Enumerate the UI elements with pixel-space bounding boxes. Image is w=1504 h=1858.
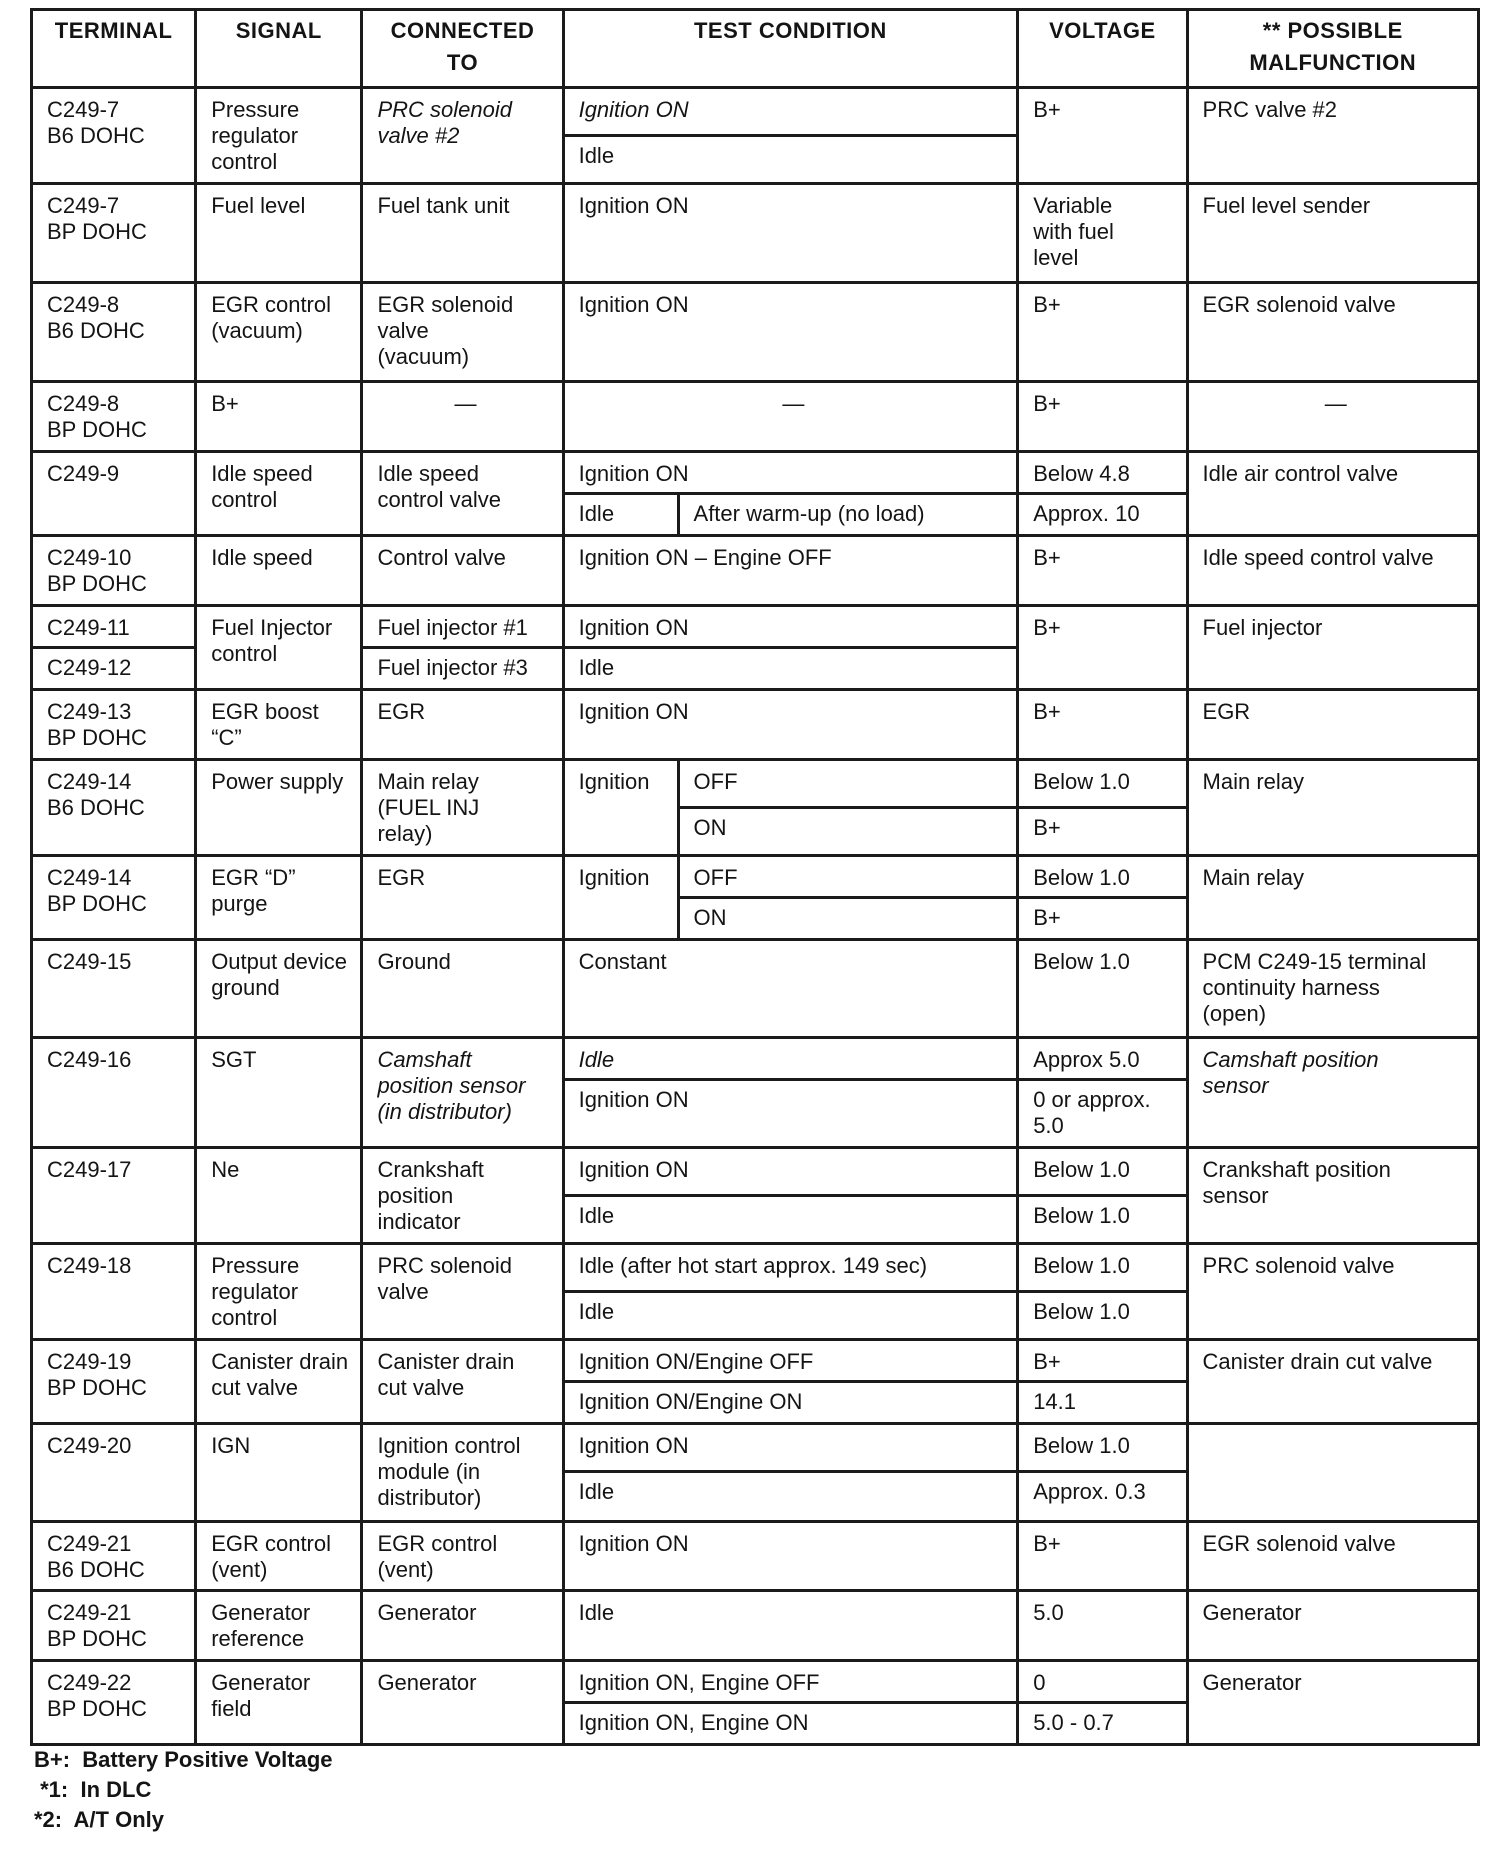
test-condition-state-cell: OFF bbox=[678, 856, 1018, 898]
malfunction-cell: PCM C249-15 terminal continuity harness (open) bbox=[1187, 940, 1478, 1038]
terminal-cell: C249-9 bbox=[32, 452, 196, 536]
test-condition-cell: Ignition ON bbox=[563, 184, 1018, 283]
connected-cell: Fuel injector #1 bbox=[362, 606, 563, 648]
terminal-cell: C249-8 B6 DOHC bbox=[32, 283, 196, 382]
terminal-cell: C249-18 bbox=[32, 1244, 196, 1340]
footnote-2: *2: A/T Only bbox=[34, 1807, 164, 1832]
header-row bbox=[32, 10, 1479, 88]
header-voltage: VOLTAGE bbox=[1018, 10, 1187, 88]
connected-cell: Crankshaft position indicator bbox=[362, 1148, 563, 1244]
voltage-cell: Below 1.0 bbox=[1018, 760, 1187, 808]
connected-cell: Control valve bbox=[362, 536, 563, 606]
voltage-cell: Below 1.0 bbox=[1018, 856, 1187, 898]
header-signal: SIGNAL bbox=[196, 10, 362, 88]
signal-cell: EGR control (vacuum) bbox=[196, 283, 362, 382]
connected-cell: Ignition control module (in distributor) bbox=[362, 1424, 563, 1522]
voltage-cell: B+ bbox=[1018, 536, 1187, 606]
terminal-cell: C249-16 bbox=[32, 1038, 196, 1148]
signal-cell: Power supply bbox=[196, 760, 362, 856]
table-row bbox=[32, 1148, 1479, 1196]
test-condition-cell: Ignition ON bbox=[563, 1148, 1018, 1196]
table-row bbox=[32, 1661, 1479, 1703]
terminal-cell: C249-7 BP DOHC bbox=[32, 184, 196, 283]
table-row bbox=[32, 184, 1479, 283]
voltage-cell: 5.0 bbox=[1018, 1591, 1187, 1661]
table-row bbox=[32, 1340, 1479, 1382]
connected-cell: EGR control (vent) bbox=[362, 1522, 563, 1591]
signal-cell: Idle speed control bbox=[196, 452, 362, 536]
signal-cell: Fuel Injector control bbox=[196, 606, 362, 690]
table-row bbox=[32, 382, 1479, 452]
terminal-cell: C249-15 bbox=[32, 940, 196, 1038]
signal-cell: IGN bbox=[196, 1424, 362, 1522]
test-condition-cell: Ignition ON bbox=[563, 283, 1018, 382]
connected-cell: Main relay (FUEL INJ relay) bbox=[362, 760, 563, 856]
malfunction-cell: Main relay bbox=[1187, 856, 1478, 940]
malfunction-cell: PRC valve #2 bbox=[1187, 88, 1478, 184]
table-row bbox=[32, 940, 1479, 1038]
voltage-cell: B+ bbox=[1018, 606, 1187, 690]
voltage-cell: Below 1.0 bbox=[1018, 1196, 1187, 1244]
test-condition-cell: Idle bbox=[563, 1591, 1018, 1661]
table-row bbox=[32, 283, 1479, 382]
test-condition-cell: Ignition ON bbox=[563, 452, 1018, 494]
connected-cell: EGR solenoid valve (vacuum) bbox=[362, 283, 563, 382]
test-condition-cell: Ignition ON/Engine OFF bbox=[563, 1340, 1018, 1382]
footnotes bbox=[34, 1745, 333, 1835]
test-condition-cell: Ignition ON, Engine OFF bbox=[563, 1661, 1018, 1703]
test-condition-label-cell: Idle bbox=[563, 494, 678, 536]
voltage-cell: 0 or approx. 5.0 bbox=[1018, 1080, 1187, 1148]
connected-cell: Generator bbox=[362, 1661, 563, 1745]
voltage-cell: Approx. 10 bbox=[1018, 494, 1187, 536]
malfunction-cell: Generator bbox=[1187, 1591, 1478, 1661]
voltage-cell: Approx 5.0 bbox=[1018, 1038, 1187, 1080]
voltage-cell: B+ bbox=[1018, 808, 1187, 856]
signal-cell: Idle speed bbox=[196, 536, 362, 606]
malfunction-cell: Idle speed control valve bbox=[1187, 536, 1478, 606]
voltage-cell: Below 1.0 bbox=[1018, 940, 1187, 1038]
table-row bbox=[32, 536, 1479, 606]
malfunction-cell: PRC solenoid valve bbox=[1187, 1244, 1478, 1340]
malfunction-cell: Fuel level sender bbox=[1187, 184, 1478, 283]
malfunction-cell: Main relay bbox=[1187, 760, 1478, 856]
terminal-cell: C249-8 BP DOHC bbox=[32, 382, 196, 452]
table-row bbox=[32, 760, 1479, 808]
connected-cell: Generator bbox=[362, 1591, 563, 1661]
signal-cell: Canister drain cut valve bbox=[196, 1340, 362, 1424]
test-condition-cell: Ignition ON bbox=[563, 1080, 1018, 1148]
malfunction-cell: Fuel injector bbox=[1187, 606, 1478, 690]
signal-cell: Output device ground bbox=[196, 940, 362, 1038]
test-condition-detail-cell: After warm-up (no load) bbox=[678, 494, 1018, 536]
test-condition-label-cell: Ignition bbox=[563, 760, 678, 856]
signal-cell: Generator reference bbox=[196, 1591, 362, 1661]
test-condition-cell: Idle bbox=[563, 1472, 1018, 1522]
voltage-cell: 0 bbox=[1018, 1661, 1187, 1703]
malfunction-cell: — bbox=[1187, 382, 1478, 452]
voltage-cell: B+ bbox=[1018, 690, 1187, 760]
table-row bbox=[32, 1591, 1479, 1661]
table-row bbox=[32, 88, 1479, 136]
test-condition-cell: Ignition ON bbox=[563, 88, 1018, 136]
voltage-cell: Variable with fuel level bbox=[1018, 184, 1187, 283]
table-row bbox=[32, 856, 1479, 898]
terminal-cell: C249-7 B6 DOHC bbox=[32, 88, 196, 184]
signal-cell: EGR boost “C” bbox=[196, 690, 362, 760]
footnote-b-plus: B+: Battery Positive Voltage bbox=[34, 1747, 333, 1772]
connected-cell: Fuel injector #3 bbox=[362, 648, 563, 690]
voltage-cell: Below 1.0 bbox=[1018, 1148, 1187, 1196]
connected-cell: Fuel tank unit bbox=[362, 184, 563, 283]
connected-cell: Idle speed control valve bbox=[362, 452, 563, 536]
header-terminal: TERMINAL bbox=[32, 10, 196, 88]
signal-cell: Fuel level bbox=[196, 184, 362, 283]
test-condition-cell: Ignition ON bbox=[563, 1522, 1018, 1591]
malfunction-cell bbox=[1187, 1424, 1478, 1522]
connected-cell: EGR bbox=[362, 856, 563, 940]
voltage-cell: B+ bbox=[1018, 1340, 1187, 1382]
voltage-cell: B+ bbox=[1018, 898, 1187, 940]
malfunction-cell: Canister drain cut valve bbox=[1187, 1340, 1478, 1424]
table-row bbox=[32, 452, 1479, 494]
header-possible-malfunction: ** POSSIBLE MALFUNCTION bbox=[1187, 10, 1478, 88]
voltage-cell: Approx. 0.3 bbox=[1018, 1472, 1187, 1522]
voltage-cell: Below 1.0 bbox=[1018, 1424, 1187, 1472]
terminal-cell: C249-21 BP DOHC bbox=[32, 1591, 196, 1661]
terminal-cell: C249-17 bbox=[32, 1148, 196, 1244]
terminal-voltage-table bbox=[30, 8, 1480, 1746]
connected-cell: EGR bbox=[362, 690, 563, 760]
pin-voltage-table-page bbox=[30, 8, 1480, 1746]
table-row bbox=[32, 690, 1479, 760]
voltage-cell: Below 4.8 bbox=[1018, 452, 1187, 494]
footnote-1: *1: In DLC bbox=[34, 1777, 152, 1802]
connected-cell: Canister drain cut valve bbox=[362, 1340, 563, 1424]
test-condition-cell: Ignition ON, Engine ON bbox=[563, 1703, 1018, 1745]
test-condition-cell: Idle bbox=[563, 136, 1018, 184]
voltage-cell: Below 1.0 bbox=[1018, 1244, 1187, 1292]
terminal-cell: C249-19 BP DOHC bbox=[32, 1340, 196, 1424]
voltage-cell: B+ bbox=[1018, 283, 1187, 382]
voltage-cell: 5.0 - 0.7 bbox=[1018, 1703, 1187, 1745]
test-condition-cell: Idle bbox=[563, 648, 1018, 690]
signal-cell: B+ bbox=[196, 382, 362, 452]
connected-cell: Camshaft position sensor (in distributor) bbox=[362, 1038, 563, 1148]
test-condition-state-cell: ON bbox=[678, 808, 1018, 856]
voltage-cell: B+ bbox=[1018, 1522, 1187, 1591]
test-condition-cell: Ignition ON bbox=[563, 1424, 1018, 1472]
table-row bbox=[32, 1244, 1479, 1292]
test-condition-cell: Idle (after hot start approx. 149 sec) bbox=[563, 1244, 1018, 1292]
header-connected-to: CONNECTED TO bbox=[362, 10, 563, 88]
signal-cell: SGT bbox=[196, 1038, 362, 1148]
table-row bbox=[32, 1424, 1479, 1472]
signal-cell: Generator field bbox=[196, 1661, 362, 1745]
test-condition-cell: Idle bbox=[563, 1196, 1018, 1244]
signal-cell: Pressure regulator control bbox=[196, 88, 362, 184]
terminal-cell: C249-21 B6 DOHC bbox=[32, 1522, 196, 1591]
voltage-cell: B+ bbox=[1018, 382, 1187, 452]
malfunction-cell: Camshaft position sensor bbox=[1187, 1038, 1478, 1148]
test-condition-state-cell: ON bbox=[678, 898, 1018, 940]
terminal-cell: C249-12 bbox=[32, 648, 196, 690]
header-test-condition: TEST CONDITION bbox=[563, 10, 1018, 88]
test-condition-cell: Ignition ON/Engine ON bbox=[563, 1382, 1018, 1424]
malfunction-cell: Crankshaft position sensor bbox=[1187, 1148, 1478, 1244]
malfunction-cell: EGR bbox=[1187, 690, 1478, 760]
terminal-cell: C249-13 BP DOHC bbox=[32, 690, 196, 760]
voltage-cell: 14.1 bbox=[1018, 1382, 1187, 1424]
connected-cell: Ground bbox=[362, 940, 563, 1038]
terminal-cell: C249-11 bbox=[32, 606, 196, 648]
voltage-cell: Below 1.0 bbox=[1018, 1292, 1187, 1340]
test-condition-state-cell: OFF bbox=[678, 760, 1018, 808]
terminal-cell: C249-20 bbox=[32, 1424, 196, 1522]
malfunction-cell: Generator bbox=[1187, 1661, 1478, 1745]
signal-cell: EGR control (vent) bbox=[196, 1522, 362, 1591]
test-condition-cell: Constant bbox=[563, 940, 1018, 1038]
test-condition-cell: Idle bbox=[563, 1038, 1018, 1080]
test-condition-cell: Ignition ON bbox=[563, 690, 1018, 760]
malfunction-cell: EGR solenoid valve bbox=[1187, 283, 1478, 382]
test-condition-cell: — bbox=[563, 382, 1018, 452]
terminal-cell: C249-14 B6 DOHC bbox=[32, 760, 196, 856]
malfunction-cell: Idle air control valve bbox=[1187, 452, 1478, 536]
signal-cell: Pressure regulator control bbox=[196, 1244, 362, 1340]
test-condition-cell: Idle bbox=[563, 1292, 1018, 1340]
table-row bbox=[32, 1038, 1479, 1080]
table-row bbox=[32, 1522, 1479, 1591]
test-condition-cell: Ignition ON bbox=[563, 606, 1018, 648]
signal-cell: EGR “D” purge bbox=[196, 856, 362, 940]
terminal-cell: C249-10 BP DOHC bbox=[32, 536, 196, 606]
connected-cell: PRC solenoid valve #2 bbox=[362, 88, 563, 184]
connected-cell: — bbox=[362, 382, 563, 452]
voltage-cell: B+ bbox=[1018, 88, 1187, 184]
table-row bbox=[32, 606, 1479, 648]
signal-cell: Ne bbox=[196, 1148, 362, 1244]
connected-cell: PRC solenoid valve bbox=[362, 1244, 563, 1340]
malfunction-cell: EGR solenoid valve bbox=[1187, 1522, 1478, 1591]
test-condition-cell: Ignition ON – Engine OFF bbox=[563, 536, 1018, 606]
terminal-cell: C249-14 BP DOHC bbox=[32, 856, 196, 940]
terminal-cell: C249-22 BP DOHC bbox=[32, 1661, 196, 1745]
test-condition-label-cell: Ignition bbox=[563, 856, 678, 940]
